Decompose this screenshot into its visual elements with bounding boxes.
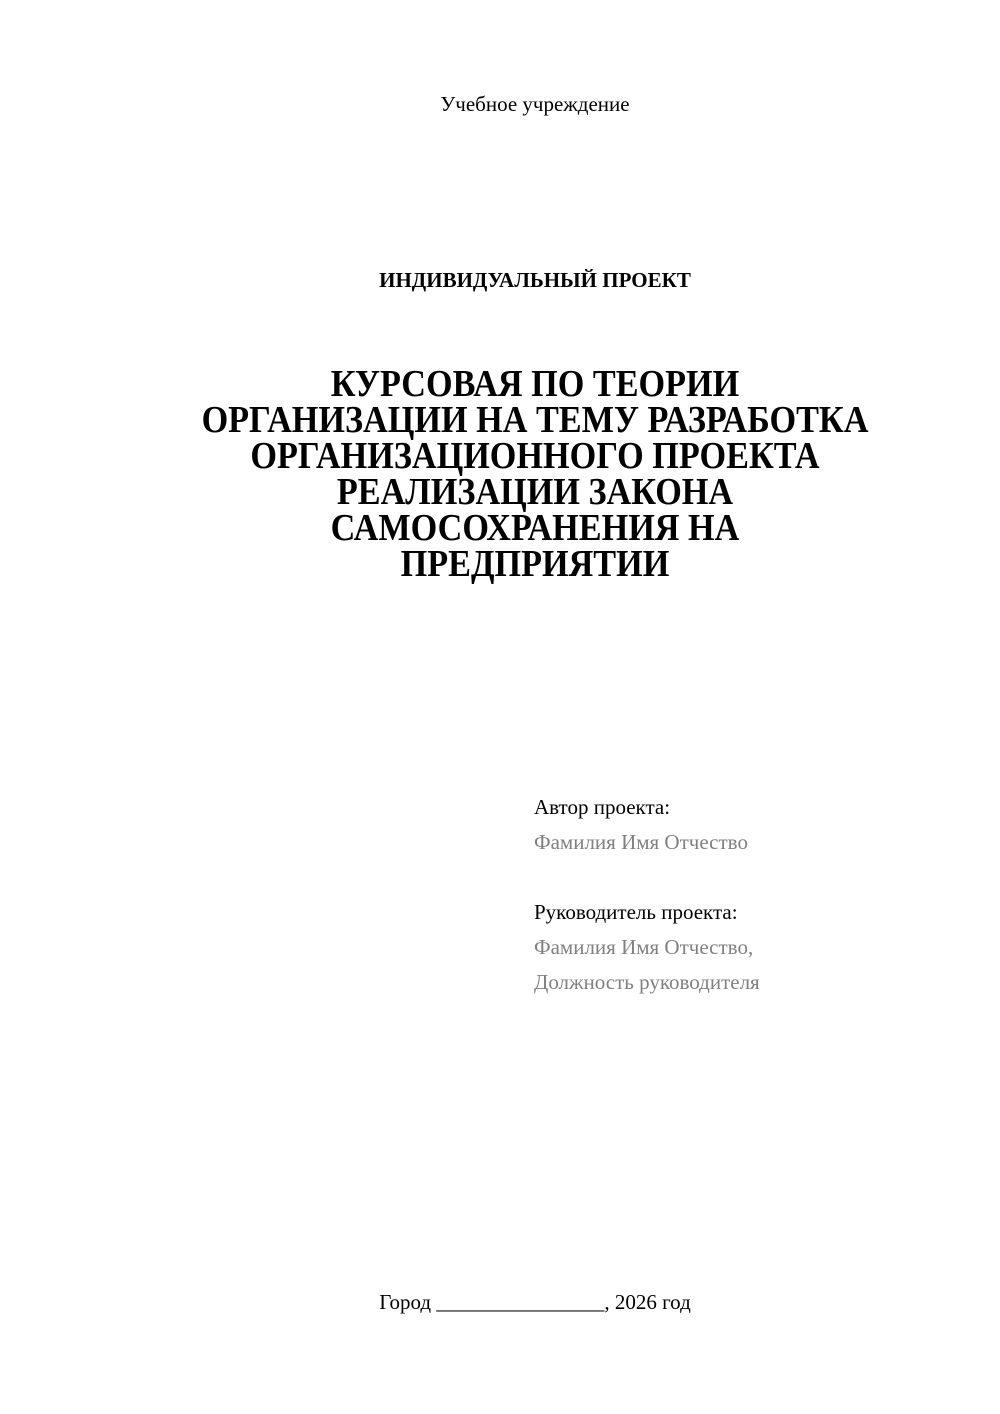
title-line: РЕАЛИЗАЦИИ ЗАКОНА (336, 471, 734, 513)
title-line: ПРЕДПРИЯТИИ (400, 543, 670, 585)
title-line: САМОСОХРАНЕНИЯ НА (330, 507, 740, 549)
title-line: ОРГАНИЗАЦИОННОГО ПРОЕКТА (250, 435, 820, 477)
city-year-footer: Город ________________, 2026 год (379, 1290, 691, 1314)
title-line: КУРСОВАЯ ПО ТЕОРИИ (330, 363, 740, 405)
authors-block (534, 790, 760, 1000)
author-label: Автор проекта: (534, 795, 671, 819)
institution-name: Учебное учреждение (440, 92, 630, 116)
supervisor-position: Должность руководителя (534, 970, 760, 994)
spacer (534, 860, 760, 895)
supervisor-name: Фамилия Имя Отчество, (534, 935, 754, 959)
author-name: Фамилия Имя Отчество (534, 830, 748, 854)
project-type-heading: ИНДИВИДУАЛЬНЫЙ ПРОЕКТ (379, 268, 691, 292)
supervisor-label: Руководитель проекта: (534, 900, 738, 924)
document-title (0, 363, 1000, 585)
title-line: ОРГАНИЗАЦИИ НА ТЕМУ РАЗРАБОТКА (201, 399, 869, 441)
